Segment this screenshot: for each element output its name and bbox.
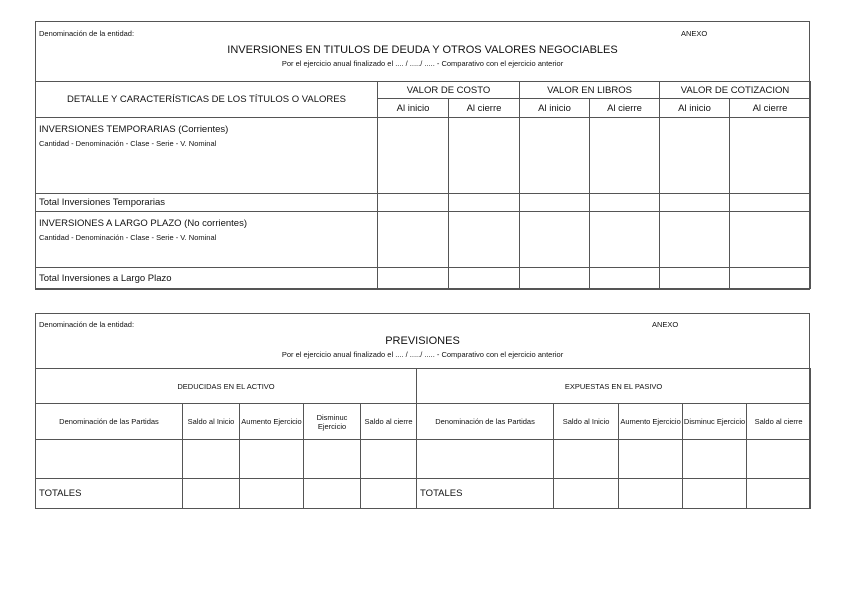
left-totals: TOTALES <box>36 479 183 509</box>
table-cell <box>36 440 183 479</box>
table-cell <box>730 194 811 212</box>
table-cell <box>378 194 449 212</box>
table-cell <box>520 212 590 268</box>
table-cell <box>240 479 304 509</box>
provisions-table <box>35 368 811 509</box>
table-cell <box>554 479 619 509</box>
table-cell <box>660 268 730 289</box>
group-cost: VALOR DE COSTO <box>378 82 520 99</box>
col-cost-start: Al inicio <box>378 99 449 118</box>
table-cell <box>361 479 417 509</box>
group-deducted: DEDUCIDAS EN EL ACTIVO <box>36 369 417 404</box>
long-total: Total Inversiones a Largo Plazo <box>36 268 378 289</box>
table-cell <box>747 440 811 479</box>
table-cell <box>378 268 449 289</box>
form-subtitle-2: Por el ejercicio anual finalizado el .... / ...../ ..... - Comparativo con el ejercicio anterior <box>281 350 564 359</box>
table-cell <box>683 479 747 509</box>
table-cell <box>449 118 520 194</box>
group-exposed: EXPUESTAS EN EL PASIVO <box>417 369 811 404</box>
table-cell <box>730 212 811 268</box>
table-cell <box>730 268 811 289</box>
form-title: INVERSIONES EN TITULOS DE DEUDA Y OTROS VALORES NEGOCIABLES <box>227 44 618 56</box>
table-cell <box>660 212 730 268</box>
investments-table <box>35 81 811 289</box>
table-cell <box>619 479 683 509</box>
long-desc: Cantidad - Denominación - Clase - Serie - V. Nominal <box>39 233 217 242</box>
entity-label: Denominación de la entidad: <box>39 29 135 38</box>
table-cell <box>554 440 619 479</box>
table-cell <box>590 268 660 289</box>
left-col-name: Denominación de las Partidas <box>36 404 183 440</box>
temp-total: Total Inversiones Temporarias <box>36 194 378 212</box>
table-cell <box>683 440 747 479</box>
table-cell <box>449 212 520 268</box>
table-cell <box>240 440 304 479</box>
right-col-name: Denominación de las Partidas <box>417 404 554 440</box>
group-quote: VALOR DE COTIZACION <box>660 82 811 99</box>
table-cell <box>747 479 811 509</box>
table-cell <box>660 194 730 212</box>
table-cell <box>304 479 361 509</box>
right-col-increase: Aumento Ejercicio <box>619 404 683 440</box>
long-title: INVERSIONES A LARGO PLAZO (No corrientes) <box>39 218 248 229</box>
left-col-start: Saldo al Inicio <box>183 404 240 440</box>
col-cost-end: Al cierre <box>449 99 520 118</box>
long-section <box>36 212 378 268</box>
table-cell <box>590 118 660 194</box>
annex-label-2: ANEXO <box>652 320 679 329</box>
table-cell <box>449 194 520 212</box>
table-cell <box>304 440 361 479</box>
form-title-2: PREVISIONES <box>385 335 460 347</box>
table-cell <box>619 440 683 479</box>
table-cell <box>378 118 449 194</box>
form-subtitle: Por el ejercicio anual finalizado el .... / ...../ ..... - Comparativo con el ejercicio anterior <box>281 59 564 68</box>
entity-label-2: Denominación de la entidad: <box>39 320 135 329</box>
col-book-start: Al inicio <box>520 99 590 118</box>
right-col-end: Saldo al cierre <box>747 404 811 440</box>
col-quote-end: Al cierre <box>730 99 811 118</box>
temp-desc: Cantidad - Denominación - Clase - Serie - V. Nominal <box>39 139 217 148</box>
temp-section <box>36 118 378 194</box>
table-cell <box>520 194 590 212</box>
table-cell <box>520 118 590 194</box>
right-totals: TOTALES <box>417 479 554 509</box>
table-cell <box>361 440 417 479</box>
table-cell <box>730 118 811 194</box>
annex-label: ANEXO <box>681 29 708 38</box>
left-col-decrease: Disminuc Ejercicio <box>304 404 361 440</box>
right-col-decrease: Disminuc Ejercicio <box>683 404 747 440</box>
col-quote-start: Al inicio <box>660 99 730 118</box>
table-cell <box>590 212 660 268</box>
table-cell <box>378 212 449 268</box>
table-cell <box>183 479 240 509</box>
table-cell <box>417 440 554 479</box>
detail-header: DETALLE Y CARACTERÍSTICAS DE LOS TÍTULOS O VALORES <box>36 82 378 118</box>
temp-title: INVERSIONES TEMPORARIAS (Corrientes) <box>39 124 229 135</box>
table-cell <box>183 440 240 479</box>
table-cell <box>520 268 590 289</box>
table-cell <box>660 118 730 194</box>
col-book-end: Al cierre <box>590 99 660 118</box>
table-cell <box>449 268 520 289</box>
right-col-start: Saldo al Inicio <box>554 404 619 440</box>
left-col-end: Saldo al cierre <box>361 404 417 440</box>
group-book: VALOR EN LIBROS <box>520 82 660 99</box>
table-cell <box>590 194 660 212</box>
left-col-increase: Aumento Ejercicio <box>240 404 304 440</box>
